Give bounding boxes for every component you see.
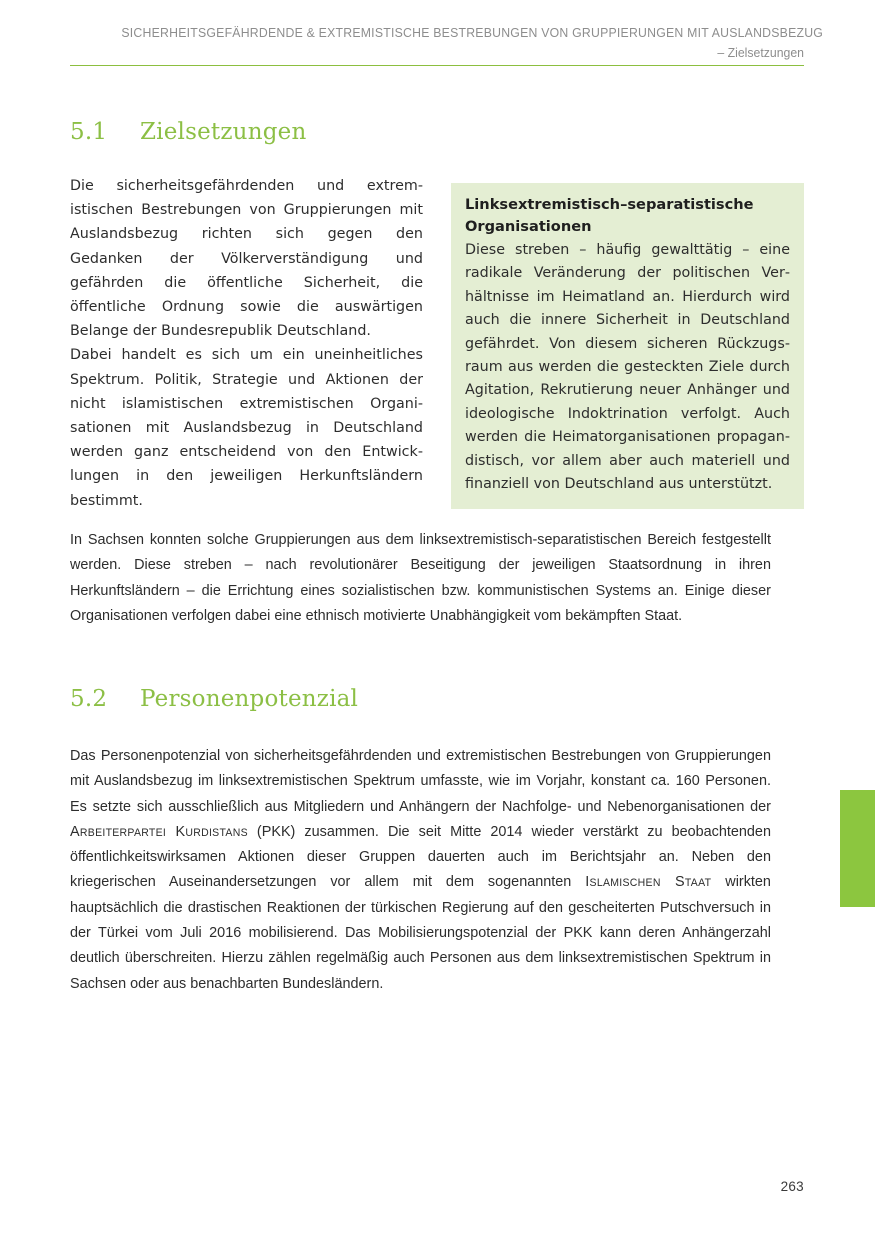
personenpotenzial-segment-3: wirkten hauptsächlich die drastischen Reaktionen der türkischen Regierung auf den gescheiterten Putschversuch in der Türkei vom Juli 2016 mobilisierend. Das Mobilisierungspotenzial der PKK kann deren Anhängerzahl deutlich überschreiten. Hierzu zählen regelmäßig auch Personen aus dem linksextremistischen Spektrum in Sachsen oder aus benachbarten Bundesländern.	[70, 873, 771, 992]
section-number-5-1: 5.1	[70, 119, 108, 145]
section-heading-5-2	[70, 686, 358, 712]
section-number-5-2: 5.2	[70, 686, 108, 712]
running-header-subtitle: – Zielsetzungen	[717, 45, 804, 60]
callout-body: Diese streben – häufig gewalttätig – eine radikale Veränderung der politischen Verhältnisse im Heimatland an. Hierdurch wird auch die innere Sicherheit in Deutschland gefährdet. Von diesem sicheren Rückzugsraum aus werden die gesteckten Ziele durch Agitation, Rekrutierung neuer Anhänger und ideologische Indoktrination verfolgt. Auch werden die Heimatorganisationen propagandistisch, vor allem aber auch materiell und finanziell von Deutschland aus unterstützt.	[465, 242, 790, 493]
personenpotenzial-segment-1: Das Personenpotenzial von sicherheitsgefährdenden und extremistischen Bestrebungen von Gruppierungen mit Auslandsbezug im linksextremistischen Spektrum umfasste, wie im Vorjahr, konstant ca. 160 Personen. Es setzte sich ausschließlich aus Mitgliedern und Anhängern der Nachfolge- und Nebenorganisationen der	[70, 747, 771, 815]
paragraph-sachsen	[70, 527, 771, 628]
left-column-paragraph-1: Die sicherheitsgefährdenden und extremistischen Bestrebungen von Gruppierungen mit Auslandsbezug richten sich gegen den Gedanken der Völkerverständigung und gefährden die öffentliche Sicherheit, die öffentliche Ordnung sowie die auswärtigen Belange der Bundesrepublik Deutschland.	[70, 178, 423, 340]
chapter-edge-tab	[840, 790, 875, 907]
section-title-5-2: Personenpotenzial	[140, 686, 359, 712]
paragraph-sachsen-text: In Sachsen konnten solche Gruppierungen aus dem linksextremistisch-separatistischen Bereich festgestellt werden. Diese streben – nach revolutionärer Beseitigung der jeweiligen Staatsordnung in ihren Herkunftsländern – die Errichtung eines sozialistischen bzw. kommunistischen Systems an. Einige dieser Organisationen verfolgen dabei eine ethnisch motivierte Unabhängigkeit vom bekämpften Staat.	[70, 531, 771, 624]
page-number: 263	[780, 1179, 804, 1194]
section-heading-5-1	[70, 119, 306, 145]
running-header	[70, 24, 824, 63]
left-column-paragraph-2: Dabei handelt es sich um ein uneinheitliches Spektrum. Politik, Strategie und Aktionen der nicht islamistischen extremistischen Organisationen mit Auslandsbezug in Deutschland werden ganz entscheidend von den Entwicklungen in den jeweiligen Herkunftsländern bestimmt.	[70, 347, 423, 509]
callout-title: Linksextremistisch–separatistische Organisationen	[465, 196, 754, 235]
paragraph-personenpotenzial	[70, 743, 771, 996]
running-header-title: SICHERHEITSGEFÄHRDENDE & EXTREMISTISCHE BESTREBUNGEN VON GRUPPIERUNGEN MIT AUSLANDSBEZUG	[121, 25, 824, 40]
left-column-text	[70, 174, 423, 513]
header-rule-divider	[70, 65, 804, 66]
org-name-islamischer-staat: Islamischen Staat	[585, 873, 712, 891]
section-title-5-1: Zielsetzungen	[140, 119, 307, 145]
personenpotenzial-segment-2: (PKK) zusammen. Die seit Mitte 2014 wieder verstärkt zu beobachtenden öffentlichkeitswirksamen Aktionen dieser Gruppen dauerten auch im Berichtsjahr an. Neben den kriegerischen Auseinandersetzungen vor allem mit dem sogenannten	[70, 822, 771, 891]
paragraph-personenpotenzial-text	[70, 743, 771, 996]
callout-box-linksextremistisch	[451, 183, 804, 509]
org-name-arbeiterpartei-kurdistans: Arbeiterpartei Kurdistans	[70, 822, 248, 840]
